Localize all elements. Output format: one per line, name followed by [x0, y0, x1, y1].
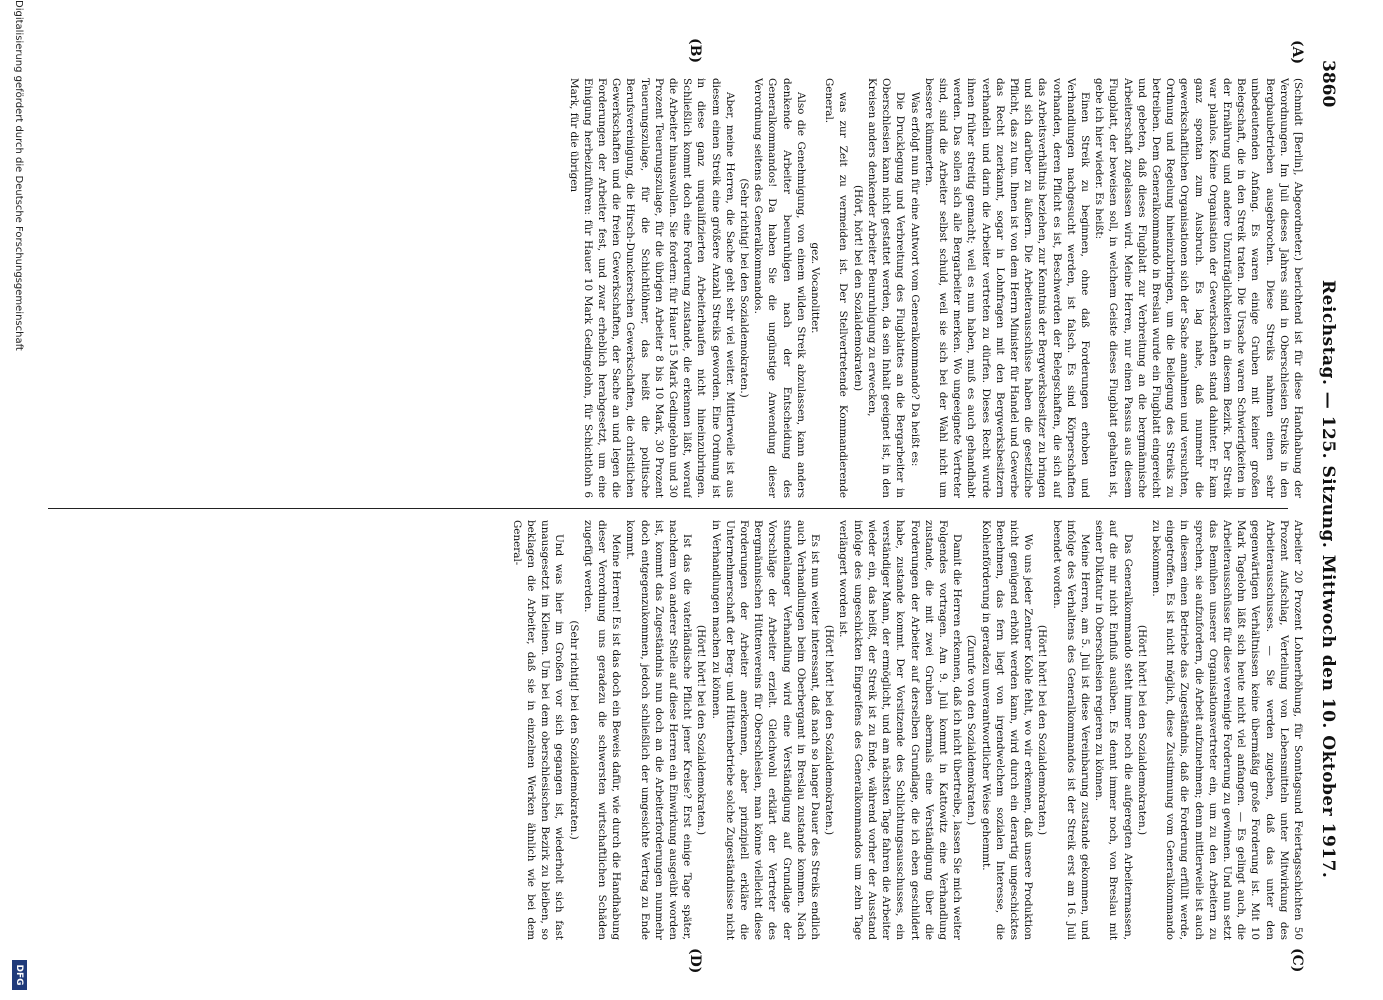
paragraph: Meine Herren! Es ist das doch ein Beweis dafür, wie durch die Handhabung dieser Verordnung uns geradezu die schwersten wirtschaftlichen Schäden zugefügt werden. — [581, 520, 623, 940]
paragraph: Das Generalkommando steht immer noch die aufgeregten Arbeitermassen, auf die mir nicht Einfluß ausüben. Es dennt immer noch, von Breslau mit seiner Diktatur in Oberschlesien regieren zu können. — [1093, 520, 1134, 940]
left-text-column — [40, 78, 1305, 498]
interjection: (Zurufe von den Sozialdemokraten.) — [965, 634, 978, 826]
paragraph: (Schmidt [Berlin], Abgeordneter.) berichtend ist für diese Handhabung der Verordnungen. Im Juli dieses Jahres sind in Oberschlesien Streiks in den Bergbaubetrieben ausgebrochen. Diese Streiks nahmen einen sehr unbedeutenden Anfang. Es waren einige Gruben mit keiner großen Belegschaft, die in den Streik traten. Die Ursache waren Schwierigkeiten in der Ernährung und andere Unzuträglichkeiten in diesem Bezirk. Der Streik war planlos. Keine Organisation der Gewerkschaften stand dahinter. Er kam ganz spontan zum Ausbruch. Es lag nahe, daß nunmehr die gewerkschaftlichen Organisationen sich der Sache annahmen und versuchten, Ordnung und Regelung hineinzubringen, um die Beilegung des Streiks zu betreiben. Dem Generalkommando in Breslau wurde ein Flugblatt eingereicht und gebeten, daß dieses Flugblatt zur Verbreitung an die bergmännische Arbeiterschaft zugelassen wird. Meine Herren, nur einen Passus aus diesem Flugblatt, der beweisen soll, in welchem Geiste dieses Flugblatt gehalten ist, gebe ich hier wieder. Es heißt: — [1093, 78, 1304, 498]
page-title: Reichstag. — 125. Sitzung. Mittwoch den 10. Oktober 1917. — [1318, 280, 1338, 879]
interjection: (Sehr richtig! bei den Sozialdemokraten.) — [567, 620, 580, 840]
page-header — [1313, 60, 1343, 940]
paragraph: Und was hier im Großen vor sich gegangen ist, wiederholt sich fast unausgesetzt im Kleinen. Um bei dem oberschlesischen Bezirk zu bleiben, so beklagen die Arbeiter, daß sie in einzelnen Werken ähnlich wie bei dem General- — [510, 520, 566, 940]
interjection: (Hört, hört! bei den Sozialdemokraten) — [851, 184, 864, 392]
paragraph: Einen Streik zu beginnen, ohne daß Forderungen erhoben und Verhandlungen nachgesucht werden, ist falsch. Es sind Körperschaften vorhanden, deren Pflicht es ist, Beschwerden der Belegschaften, die sich auf das Arbeitsverhältnis beziehen, zur Kenntnis der Bergwerksbesitzer zu bringen und sich darüber zu äußern. Die Arbeiterausschüsse haben die gesetzliche Pflicht, das zu tun. Ihnen ist von dem Herrn Minister für Handel und Gewerbe das Recht zuerkannt, sogar in Lohnfragen mit den Bergwerksbesitzern verhandeln und darin die Arbeiter vertreten zu dürfen. Dieses Recht wurde ihnen früher streitig gemacht; weil es nun haben, muß es auch gehandhabt werden. Das sollen sich alle Bergarbeiter merken. Wo ungeeignete Vertreter sind, sind die Arbeiter selbst schuld, weil sie sich bei der Wahl nicht um bessere kümmerten. — [922, 78, 1091, 498]
paragraph: Was erfolgt nun für eine Antwort vom Generalkommando? Da heißt es: — [908, 92, 921, 467]
right-text-column — [40, 520, 1305, 940]
page-footer — [7, 0, 27, 1000]
paragraph: was zur Zeit zu vermeiden ist. Der Stellvertretende Kommandierende General. — [823, 78, 850, 498]
paragraph: Meine Herren, am 5. Juli ist diese Vereinbarung zustande gekommen, und infolge des Verhaltens des Generalkommandos ist der Streik erst am 16. Juli beendet worden. — [1050, 520, 1091, 940]
paragraph: Aber, meine Herren, die Sache geht sehr viel weiter. Mittlerweile ist aus diesem einen Streik eine größere Anzahl Streiks geworden. Eine Ordnung ist in diese ganz unqualifizierten Arbeiterhaufen nicht hineinzubringen. Schließlich kommt doch eine Forderung zustande, die erkennen läßt, worauf die Arbeiter hinauswollen. Sie fordern: für Hauer 15 Mark Gedingelohn und 30 Prozent Teuerungszulage, für die übrigen Arbeiter 8 bis 10 Mark, 30 Prozent Teuerungszulage, für die Schichtlöhner, das heißt die politische Berufsvereinigung, die Hirsch-Dunckerschen Gewerkschaften, die christlichen Gewerkschaften und die freien Gewerkschaften, der Sache an und legen die Forderungen der Arbeiter fest, und zwar erheblich herabgesetzt, um eine Einigung herbeizuführen: für Hauer 10 Mark Gedingelohn, für Schichtlohn 6 Mark, für die übrigen — [567, 78, 736, 498]
column-divider — [48, 508, 1288, 509]
paragraph: Damit die Herren erkennen, daß ich nicht übertreibe, lassen Sie mich weiter Folgendes vortragen. Am 9. Juli kommt in Kattowitz eine Verhandlung zustande, die mit zwei Gruben abermals eine Verständigung über die Forderungen der Arbeiter auf derselben Grundlage, die ich eben geschildert habe, zustande kommt. Der Vorsitzende des Schlichtungsausschusses, ein verständiger Mann, der ermöglicht, und am nächsten Tage fahren die Arbeiter wieder ein, das heißt, der Streik ist zu Ende, während vorher der Ausstand infolge des ungeschickten Eingreifens des Generalkommandos um zehn Tage verlängert worden ist. — [837, 520, 964, 940]
page-number: 3860 — [1318, 60, 1338, 108]
margin-marker-c: (C) — [1289, 948, 1305, 973]
paragraph: Ist das die vaterländische Pflicht jener Kreise? Erst einige Tage später, nachdem von anderer Stelle auf diese Herren ein Einwirkung ausgeübt worden ist, kommt das Zugeständnis nun doch an die Arbeiterforderungen nunmehr doch entgegenzukommen, jedoch schließlich der umgesichte Vertrag zu Ende kommt. — [624, 520, 694, 940]
interjection: (Hört! hört! bei den Sozialdemokraten.) — [1135, 624, 1148, 836]
margin-marker-d: (D) — [687, 948, 703, 974]
paragraph: Es ist nun weiter interessant, daß nach so langer Dauer des Streiks endlich auch Verhandlungen beim Oberbergamt in Breslau zustande kommen. Nach stundenlanger Verhandlung wird eine Verständigung auf Grundlage der Vorschläge der Arbeiter erzielt. Gleichwohl erklärt der Vertreter des Bergmännischen Hüttenvereins für Oberschlesien, man könne vielleicht diese Forderungen der Arbeiter anerkennen, aber prinzipiell erkläre die Unternehmerschaft der Berg- und Hüttenbetriebe solche Zugeständnisse nicht in Verhandlungen machen zu können. — [709, 520, 822, 940]
signature-line: gez. Vocanolitter. — [809, 242, 822, 334]
margin-marker-b: (B) — [687, 38, 703, 64]
interjection: (Hört! hört! bei den Sozialdemokraten.) — [1036, 624, 1049, 836]
margin-marker-a: (A) — [1289, 40, 1305, 65]
interjection: (Hört! hört! bei den Sozialdemokraten.) — [823, 624, 836, 836]
interjection: (Sehr richtig! bei den Sozialdemokraten.) — [738, 178, 751, 398]
paragraph: Also die Genehmigung, von einem wilden Streik abzulassen, kann anders denkende Arbeiter beunruhigen nach der Entscheidung des Generalkommandos! Da haben Sie die ungünstige Anwendung dieser Verordnung seitens des Generalkommandos. — [752, 78, 807, 498]
paragraph: Die Drucklegung und Verbreitung des Flugblattes an die Bergarbeiter in Oberschlesien kann nicht gestattet werden, da sein Inhalt geeignet ist, in den Kreisen anders denkender Arbeiter Beunruhigung zu erwecken, — [865, 78, 907, 498]
interjection: (Hört! hört! bei den Sozialdemokraten.) — [695, 624, 708, 836]
digitization-credit: Digitalisierung gefördert durch die Deutsche Forschungsgemeinschaft — [13, 0, 24, 351]
paragraph: Arbeiter 20 Prozent Lohnerhöhung, für Sonntagsund Feiertagsschichten 50 Prozent Aufschlag, Verteilung von Lebensmitteln unter Mitwirkung des Arbeiterausschusses. — Sie werden zugeben, daß das unter den gegenwärtigen Verhältnissen keine übermäßig große Forderung ist. Mit 10 Mark Tagelohn läßt sich heute nicht viel anfangen. — Es gelingt auch, die Arbeiterausschüsse für diese vereinigte Forderung zu gewinnen. Und nun setzt das Bemühen unserer Organisationsvertreter ein, um zu den Arbeitern zu sprechen, sie aufzufordern, die Arbeit aufzunehmen; denn mittlerweile ist auch in diesem einen Betriebe das Zugeständnis, daß die Forderung erfüllt werde, eingetroffen. Es ist nicht möglich, diese Zustimmung vom Generalkommando zu bekommen. — [1149, 520, 1304, 940]
paragraph: Wo uns jeder Zentner Kohle fehlt, wo wir erkennen, daß unsere Produktion nicht genügend erhöht werden kann, wird durch ein derartig ungeschicktes Benehmen, das fern liegt von irgendwelchem sozialen Interesse, die Kohlenförderung in geradezu unverantwortlicher Weise gehemmt. — [979, 520, 1035, 940]
dfg-logo: DFG — [12, 960, 27, 990]
